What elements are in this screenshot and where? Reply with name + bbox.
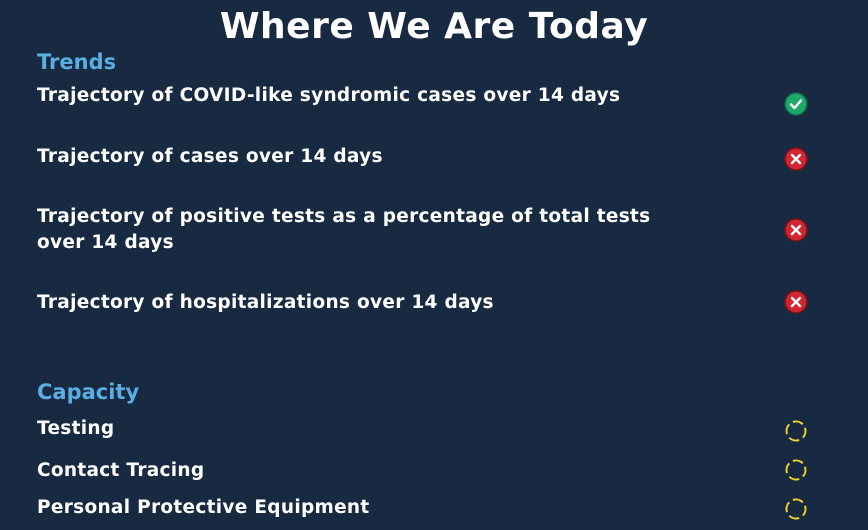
trend-label-hospitalizations: Trajectory of hospitalizations over 14 days [37, 292, 494, 313]
capacity-heading: Capacity [37, 380, 140, 404]
dashed-circle-icon [784, 419, 808, 443]
x-circle-icon [784, 147, 808, 171]
x-circle-icon [784, 218, 808, 242]
dashed-circle-icon [784, 458, 808, 482]
capacity-label-testing: Testing [37, 418, 115, 439]
capacity-label-ppe: Personal Protective Equipment [37, 497, 370, 518]
trend-label-positive-tests: Trajectory of positive tests as a percentage of total tests over 14 days [37, 206, 651, 253]
dashed-circle-icon [784, 497, 808, 521]
page-title: Where We Are Today [219, 6, 649, 47]
trend-label-syndromic-cases: Trajectory of COVID-like syndromic cases over 14 days [37, 85, 621, 106]
capacity-label-contact-tracing: Contact Tracing [37, 460, 205, 481]
x-circle-icon [784, 290, 808, 314]
check-circle-icon [784, 92, 808, 116]
trend-label-cases: Trajectory of cases over 14 days [37, 146, 383, 167]
trends-heading: Trends [37, 50, 117, 74]
